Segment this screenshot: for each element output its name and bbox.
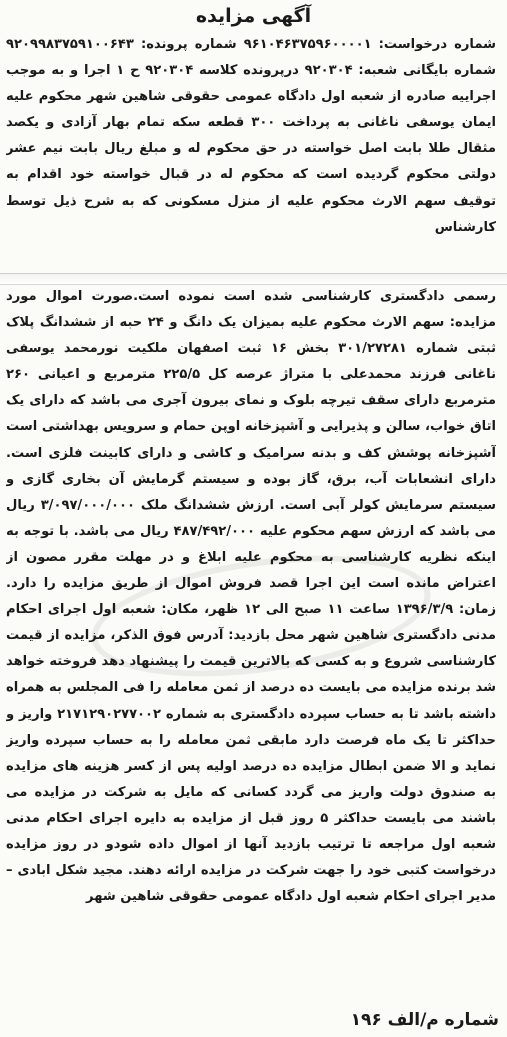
notice-paragraph-top: شماره درخواست: ۹۶۱۰۴۶۳۷۵۹۶۰۰۰۰۱ شماره پرونده: ۹۲۰۹۹۸۳۷۵۹۱۰۰۶۴۳ شماره بایگانی شعبه: ۹۲۰۳۰۴ درپرونده کلاسه ۹۲۰۳۰۴ ح ۱ اجرا و به موجب اجراییه صادره از شعبه اول دادگاه عمومی حقوقی شاهین شهر محکوم علیه ایمان یوسفی ناغانی به پرداخت ۳۰۰ قطعه سکه تمام بهار آزادی و یکصد مثقال طلا بابت اصل خواسته در حق محکوم له و مبلغ ریال بابت نیم عشر دولتی محکوم گردیده است که محکوم له در قبال خواسته خود اقدام به توقیف سهم الارث محکوم علیه از منزل مسکونی که به شرح ذیل توسط کارشناس <box>6 37 496 235</box>
notice-title: آگهی مزایده <box>195 5 312 27</box>
notice-reference-number: شماره م/الف ۱۹۶ <box>350 1010 499 1030</box>
notice-paragraph-main: رسمی دادگستری کارشناسی شده است نموده است.صورت اموال مورد مزایده: سهم الارث محکوم علیه بمیزان یک دانگ و ۲۴ حبه از ششدانگ پلاک ثبتی شماره ۳۰۱/۲۷۲۸۱ بخش ۱۶ ثبت اصفهان ملکیت نورمحمد یوسفی ناغانی فرزند محمدعلی با متراژ عرصه کل ۲۲۵/۵ مترمربع و اعیانی ۲۶۰ مترمربع دارای سقف تیرچه بلوک و نمای بیرون آجری می باشد که دارای یک اتاق خواب، سالن و پذیرایی و آشپزخانه اوپن حمام و سرویس بهداشتی است آشپزخانه پوشش کف و بدنه سرامیک و کاشی و دارای کابینت فلزی است. دارای انشعابات آب، برق، گاز بوده و سیستم گرمایش آن بخاری گازی و سیستم سرمایش کولر آبی است. ارزش ششدانگ ملک ۳/۰۹۷/۰۰۰/۰۰۰ ریال می باشد که ارزش سهم محکوم علیه ۴۸۷/۴۹۲/۰۰۰ ریال می باشد. با توجه به اینکه نظریه کارشناسی به محکوم علیه ابلاغ و در مهلت مقرر مصون از اعتراض مانده است این اجرا قصد فروش اموال از طریق مزایده را دارد. زمان: ۱۳۹۶/۳/۹ ساعت ۱۱ صبح الی ۱۲ ظهر، مکان: شعبه اول اجرای احکام مدنی دادگستری شاهین شهر محل بازدید: آدرس فوق الذکر، مزایده از قیمت کارشناسی شروع و به کسی که بالاترین قیمت را پیشنهاد دهد فروخته خواهد شد برنده مزایده می بایست ده درصد از ثمن معامله را فی المجلس به همراه داشته باشد تا به حساب سپرده دادگستری به شماره ۲۱۷۱۲۹۰۲۷۷۰۰۲ واریز و حداکثر تا یک ماه فرصت دارد مابقی ثمن معامله را به حساب سپرده واریز نماید و الا ضمن ابطال مزایده ده درصد اولیه پس از کسر هزینه های مزایده به صندوق دولت واریز می گردد کسانی که مایل به شرکت در مزایده می باشند می بایست حداکثر ۵ روز قبل از مزایده به دایره اجرای احکام مدنی شعبه اول مراجعه تا ترتیب بازدید آنها از اموال داده شودو در روز مزایده درخواست کتبی خود را جهت شرکت در مزایده ارائه دهند. مجید شکل ابادی – مدیر اجرای احکام شعبه اول دادگاه عمومی حقوقی شاهین شهر <box>6 289 496 905</box>
